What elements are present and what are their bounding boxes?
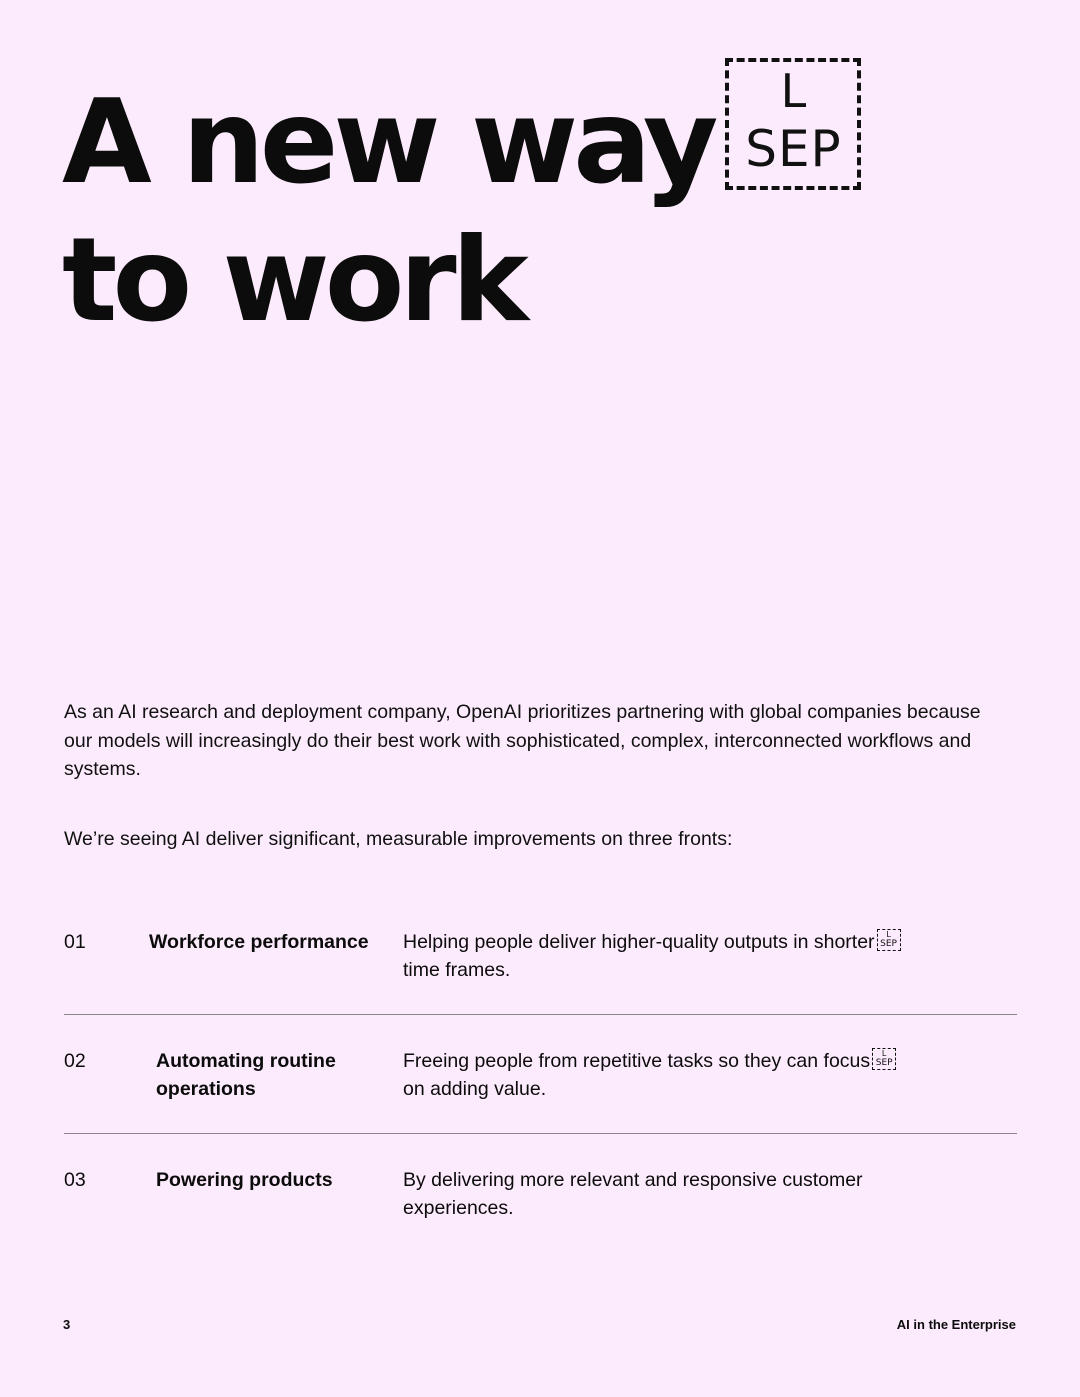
- sep-glyph-text: SEP: [745, 120, 842, 178]
- front-number: 03: [64, 1169, 86, 1191]
- front-description-line-1: Freeing people from repetitive tasks so they can focus: [403, 1050, 871, 1072]
- front-name: Workforce performance: [149, 931, 369, 953]
- front-description: [403, 1166, 973, 1222]
- front-description-line-1: By delivering more relevant and responsive customer: [403, 1169, 863, 1191]
- sep-glyph-top: L: [886, 930, 891, 939]
- front-item: [64, 902, 1017, 1015]
- front-description-line-2: experiences.: [403, 1197, 514, 1219]
- front-description: [403, 1047, 973, 1103]
- front-name: Powering products: [156, 1169, 333, 1191]
- title-line-1: [62, 50, 861, 212]
- sep-placeholder-glyph: [877, 929, 901, 951]
- sep-placeholder-glyph: [872, 1048, 896, 1070]
- front-description-line-1: Helping people deliver higher-quality outputs in shorter: [403, 931, 875, 953]
- front-item: [64, 1021, 1017, 1134]
- front-number: 02: [64, 1050, 86, 1072]
- front-number: 01: [64, 931, 86, 953]
- front-description-line-2: time frames.: [403, 959, 511, 981]
- fronts-list: [64, 902, 1017, 1259]
- sep-glyph-top: L: [881, 1049, 887, 1058]
- sep-glyph-text: SEP: [875, 1058, 893, 1068]
- footer-document-title: AI in the Enterprise: [896, 1317, 1016, 1332]
- front-description-line-2: on adding value.: [403, 1078, 547, 1100]
- front-description: [403, 928, 973, 984]
- title-line-2: to work: [62, 213, 524, 348]
- front-item: [64, 1140, 1017, 1253]
- intro-paragraph: As an AI research and deployment company, OpenAI prioritizes partnering with global companies because our models will increasingly do their best work with sophisticated, complex, interconnected workflows and systems.: [64, 701, 981, 780]
- fronts-intro: We’re seeing AI deliver significant, measurable improvements on three fronts:: [64, 828, 733, 850]
- page-number: 3: [63, 1317, 71, 1332]
- front-name: Automating routine operations: [156, 1050, 336, 1100]
- title-line-1-text: A new way: [62, 75, 714, 210]
- page-title: [62, 50, 861, 350]
- sep-placeholder-glyph: [725, 58, 861, 190]
- sep-glyph-text: SEP: [880, 939, 897, 949]
- sep-glyph-top: L: [780, 64, 807, 118]
